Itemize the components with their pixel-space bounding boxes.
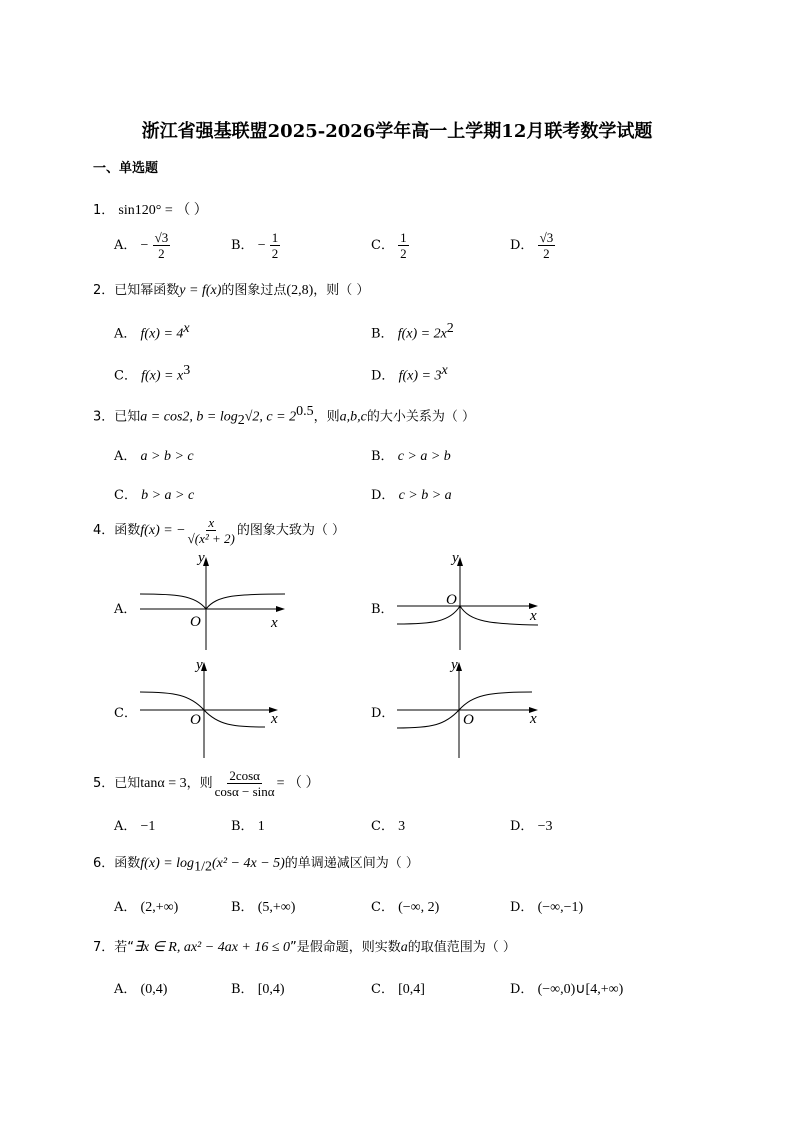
option-fraction: $\frac{√3}{2}$ (154, 230, 169, 261)
q4-option-a-label[interactable]: A． (114, 602, 137, 617)
stem-text: 的大小关系为（ ） (366, 409, 475, 425)
stem-text: 的单调递减区间为（ ） (284, 856, 419, 871)
section-heading: 一、单选题 (93, 161, 159, 176)
option-value: 3 (398, 819, 406, 834)
question-5 (93, 768, 320, 799)
stem-text: 的取值范围为（ ） (407, 940, 516, 955)
function-curve (140, 594, 285, 609)
question-2 (93, 279, 369, 299)
option-value: (−∞,−1) (537, 900, 584, 915)
option-label: A． (114, 819, 137, 834)
option-value: f(x) = x (141, 368, 184, 384)
axis-label-y: y (196, 657, 203, 673)
log-base: 2 (237, 412, 245, 428)
q4-option-b-label[interactable]: B． (371, 602, 394, 617)
stem-text: 若“ (114, 940, 135, 955)
stem-fraction: $\frac{2\cos\alpha}{\cos\alpha - \sin\alpha}$ (214, 768, 275, 799)
q1-option-c[interactable] (371, 230, 409, 261)
option-label: D． (371, 488, 395, 503)
page-title: 浙江省强基联盟2025-2026学年高一上学期12月联考数学试题 (141, 121, 653, 142)
question-number: 4． (93, 523, 115, 538)
question-3 (93, 404, 475, 429)
question-number: 2． (93, 283, 115, 298)
q4-graph-a[interactable] (135, 550, 295, 650)
option-sign: − (257, 238, 266, 253)
stem-math: √2, c = 2 (244, 409, 297, 425)
option-exponent: x (441, 363, 448, 378)
axis-label-x: x (530, 608, 537, 624)
stem-math: ∃x ∈ R, ax² − 4ax + 16 ≤ 0 (134, 940, 291, 955)
option-value: c > b > a (398, 488, 452, 503)
option-label: B． (231, 238, 254, 253)
stem-text: 的图象大致为（ ） (236, 523, 345, 538)
q2-option-b[interactable] (371, 321, 454, 342)
q4-graph-d[interactable] (392, 655, 552, 760)
exponent: 0.5 (296, 404, 314, 419)
question-1 (93, 199, 208, 219)
option-value: [0,4) (257, 982, 285, 997)
q4-graph-b[interactable] (392, 550, 552, 650)
origin-label: O (446, 592, 457, 608)
question-number: 1． (93, 203, 115, 218)
q1-option-b[interactable] (231, 230, 280, 261)
option-label: A． (114, 449, 137, 464)
option-label: A． (114, 326, 137, 342)
stem-math: f(x) = − (140, 523, 186, 538)
q3-option-d[interactable] (371, 484, 452, 504)
option-label: A． (114, 900, 137, 915)
option-value: c > a > b (397, 449, 451, 464)
q2-option-a[interactable] (114, 321, 190, 342)
q7-option-d[interactable] (510, 978, 623, 998)
option-fraction: $\frac{√3}{2}$ (539, 230, 554, 261)
option-label: C． (371, 819, 394, 834)
stem-fraction: $\frac{x}{\text{√(x² + 2)}}$ (187, 515, 235, 546)
option-value: (0,4) (140, 982, 168, 997)
option-value: −3 (537, 819, 553, 834)
stem-text: ，则 (186, 776, 213, 791)
option-value: b > a > c (141, 488, 195, 503)
option-value: (5,+∞) (257, 900, 296, 915)
q6-option-a[interactable] (114, 896, 178, 916)
option-value: f(x) = 3 (398, 368, 442, 384)
q7-option-a[interactable] (114, 978, 167, 998)
q1-option-d[interactable] (510, 230, 555, 261)
option-value: (−∞, 2) (398, 900, 440, 915)
q5-option-b[interactable] (231, 815, 265, 835)
axis-label-x: x (530, 711, 537, 727)
function-curve (397, 606, 538, 625)
q1-option-a[interactable] (114, 230, 170, 261)
q4-graph-c[interactable] (135, 655, 295, 760)
option-value: a > b > c (140, 449, 194, 464)
option-exponent: x (183, 321, 190, 336)
q4-option-c-label[interactable]: C． (114, 706, 137, 721)
q7-option-b[interactable] (231, 978, 285, 998)
option-value: 1 (257, 819, 265, 834)
q6-option-d[interactable] (510, 896, 583, 916)
question-number: 5． (93, 776, 115, 791)
option-value: (−∞,0)∪[4,+∞) (537, 982, 624, 997)
axis-label-x: x (271, 711, 278, 727)
stem-text: ”是假命题，则实数 (290, 940, 401, 955)
option-exponent: 3 (183, 363, 191, 378)
option-label: C． (371, 238, 394, 253)
option-label: C． (371, 982, 394, 997)
option-value: −1 (140, 819, 156, 834)
option-label: A． (114, 982, 137, 997)
stem-math: a,b,c (339, 409, 367, 425)
q5-option-d[interactable] (510, 815, 552, 835)
axis-label-x: x (271, 615, 278, 631)
q2-option-c[interactable] (114, 363, 190, 384)
option-label: B． (231, 982, 254, 997)
stem-text: 已知 (114, 409, 141, 425)
stem-text: ，则（ ） (313, 283, 370, 298)
question-4 (93, 515, 345, 546)
question-stem: sin120° = （ ） (118, 203, 208, 218)
option-value: [0,4] (398, 982, 425, 997)
q3-option-a[interactable] (114, 445, 194, 465)
stem-math: tanα = 3 (140, 776, 187, 791)
stem-text: 函数 (114, 523, 141, 538)
q5-option-c[interactable] (371, 815, 405, 835)
q6-option-c[interactable] (371, 896, 439, 916)
axis-label-y: y (451, 657, 458, 673)
question-number: 6． (93, 856, 115, 871)
q4-option-d-label[interactable]: D． (371, 706, 395, 721)
stem-text: 的图象过点 (221, 283, 287, 298)
question-number: 7． (93, 940, 115, 955)
question-6 (93, 852, 419, 876)
stem-math: a = cos2, b = log (140, 409, 238, 425)
option-label: D． (510, 819, 534, 834)
option-label: D． (510, 900, 534, 915)
origin-label: O (190, 712, 201, 728)
stem-math: a (400, 940, 408, 955)
origin-label: O (463, 712, 474, 728)
x-arrow-icon (276, 606, 285, 612)
q3-option-b[interactable] (371, 445, 451, 465)
stem-text: 函数 (114, 856, 141, 871)
option-fraction: $\frac{1}{2}$ (271, 230, 279, 261)
stem-math: f(x) = log (140, 856, 195, 871)
option-exponent: 2 (446, 321, 454, 336)
option-sign: − (140, 238, 149, 253)
option-label: D． (510, 982, 534, 997)
question-number: 3． (93, 409, 115, 425)
q5-option-a[interactable] (114, 815, 155, 835)
axis-label-y: y (452, 550, 459, 566)
stem-text: 已知幂函数 (114, 283, 180, 298)
q7-option-c[interactable] (371, 978, 425, 998)
option-label: B． (231, 819, 254, 834)
q6-option-b[interactable] (231, 896, 295, 916)
option-label: A． (114, 238, 137, 253)
stem-math: (x² − 4x − 5) (211, 856, 285, 871)
q3-option-c[interactable] (114, 484, 194, 504)
option-label: B． (371, 326, 394, 342)
stem-math: y = f(x) (179, 283, 222, 298)
axis-label-y: y (198, 550, 205, 566)
q2-option-d[interactable] (371, 363, 448, 384)
option-value: f(x) = 2x (397, 326, 447, 342)
option-label: D． (371, 368, 395, 384)
log-base: 1/2 (194, 859, 212, 875)
option-value: f(x) = 4 (140, 326, 184, 342)
option-value: (2,+∞) (140, 900, 179, 915)
option-label: D． (510, 238, 534, 253)
option-fraction: $\frac{1}{2}$ (400, 230, 407, 261)
option-label: B． (231, 900, 254, 915)
option-label: C． (114, 368, 137, 384)
question-7 (93, 936, 516, 956)
option-label: B． (371, 449, 394, 464)
stem-text: 已知 (114, 776, 141, 791)
stem-text: ，则 (313, 409, 340, 425)
stem-text: = （ ） (276, 776, 320, 791)
origin-label: O (190, 614, 201, 630)
option-label: C． (371, 900, 394, 915)
option-label: C． (114, 488, 137, 503)
stem-math: (2,8) (286, 283, 314, 298)
